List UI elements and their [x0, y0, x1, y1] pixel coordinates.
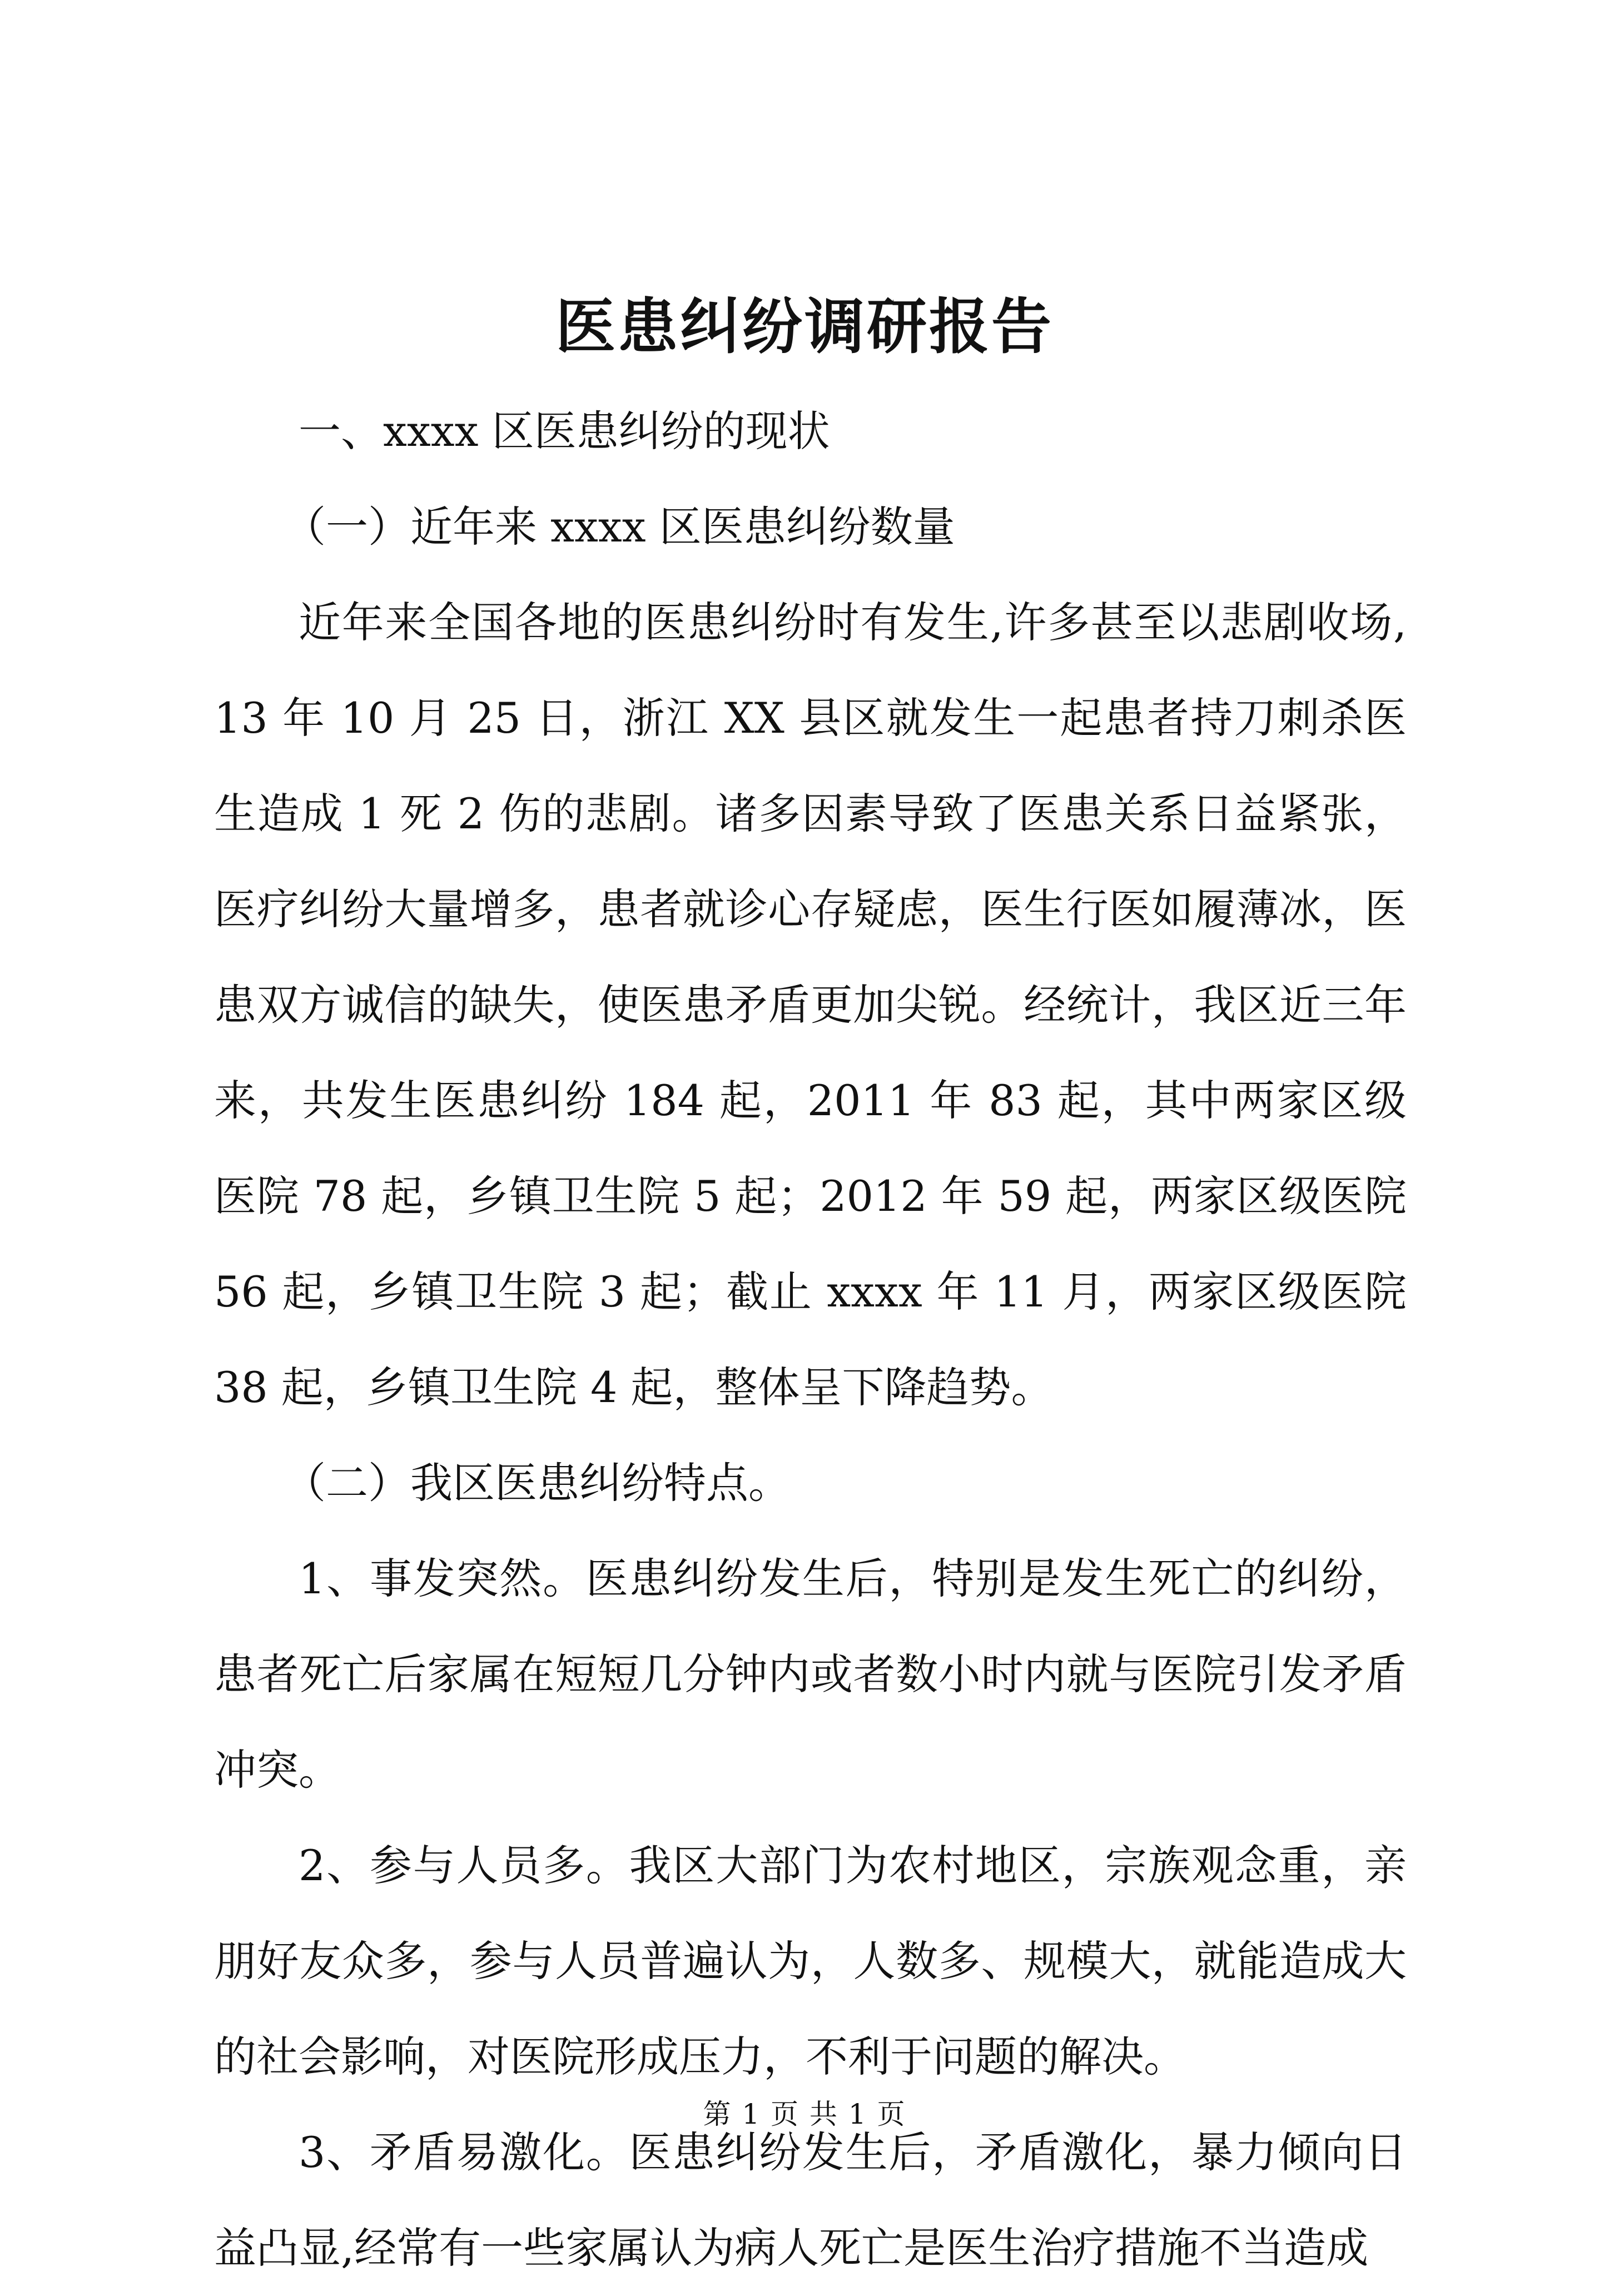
paragraph: 1、事发突然。医患纠纷发生后，特别是发生死亡的纠纷，患者死亡后家属在短短几分钟内或者数小时内就与医院引发矛盾冲突。 — [214, 1554, 1407, 1795]
paragraph: 近年来全国各地的医患纠纷时有发生,许多甚至以悲剧收场,13 年 10 月 25 日，浙江 XX 县区就发生一起患者持刀刺杀医生造成 1 死 2 伤的悲剧。诸多因素导致了医患关系日益紧张，医疗纠纷大量增多，患者就诊心存疑虑，医生行医如履薄冰，医患双方诚信的缺失，使医患矛盾更加尖锐。经统计，我区近三年来，共发生医患纠纷 184 起，2011 年 83 起，其中两家区级医院 78 起，乡镇卫生院 5 起；2012 年 59 起，两家区级医院 56 起，乡镇卫生院 3 起；截止 xxxx 年 11 月，两家区级医院 38 起，乡镇卫生院 4 起，整体呈下降趋势。 — [214, 598, 1407, 1412]
subsection-heading: （二）我区医患纠纷特点。 — [284, 1458, 791, 1508]
paragraph: 2、参与人员多。我区大部门为农村地区，宗族观念重，亲朋好友众多，参与人员普遍认为，人数多、规模大，就能造成大的社会影响，对医院形成压力，不利于问题的解决。 — [214, 1841, 1407, 2081]
section-heading: 一、xxxx 区医患纠纷的现状 — [299, 406, 830, 456]
paragraph: 3、矛盾易激化。医患纠纷发生后，矛盾激化，暴力倾向日益凸显,经常有一些家属认为病人死亡是医生治疗措施不当造成 — [214, 2128, 1407, 2273]
document-body — [214, 384, 1407, 2296]
page-footer: 第 1 页 共 1 页 — [703, 2098, 906, 2130]
subsection-heading: （一）近年来 xxxx 区医患纠纷数量 — [284, 502, 955, 551]
document-title: 医患纠纷调研报告 — [555, 292, 1054, 362]
